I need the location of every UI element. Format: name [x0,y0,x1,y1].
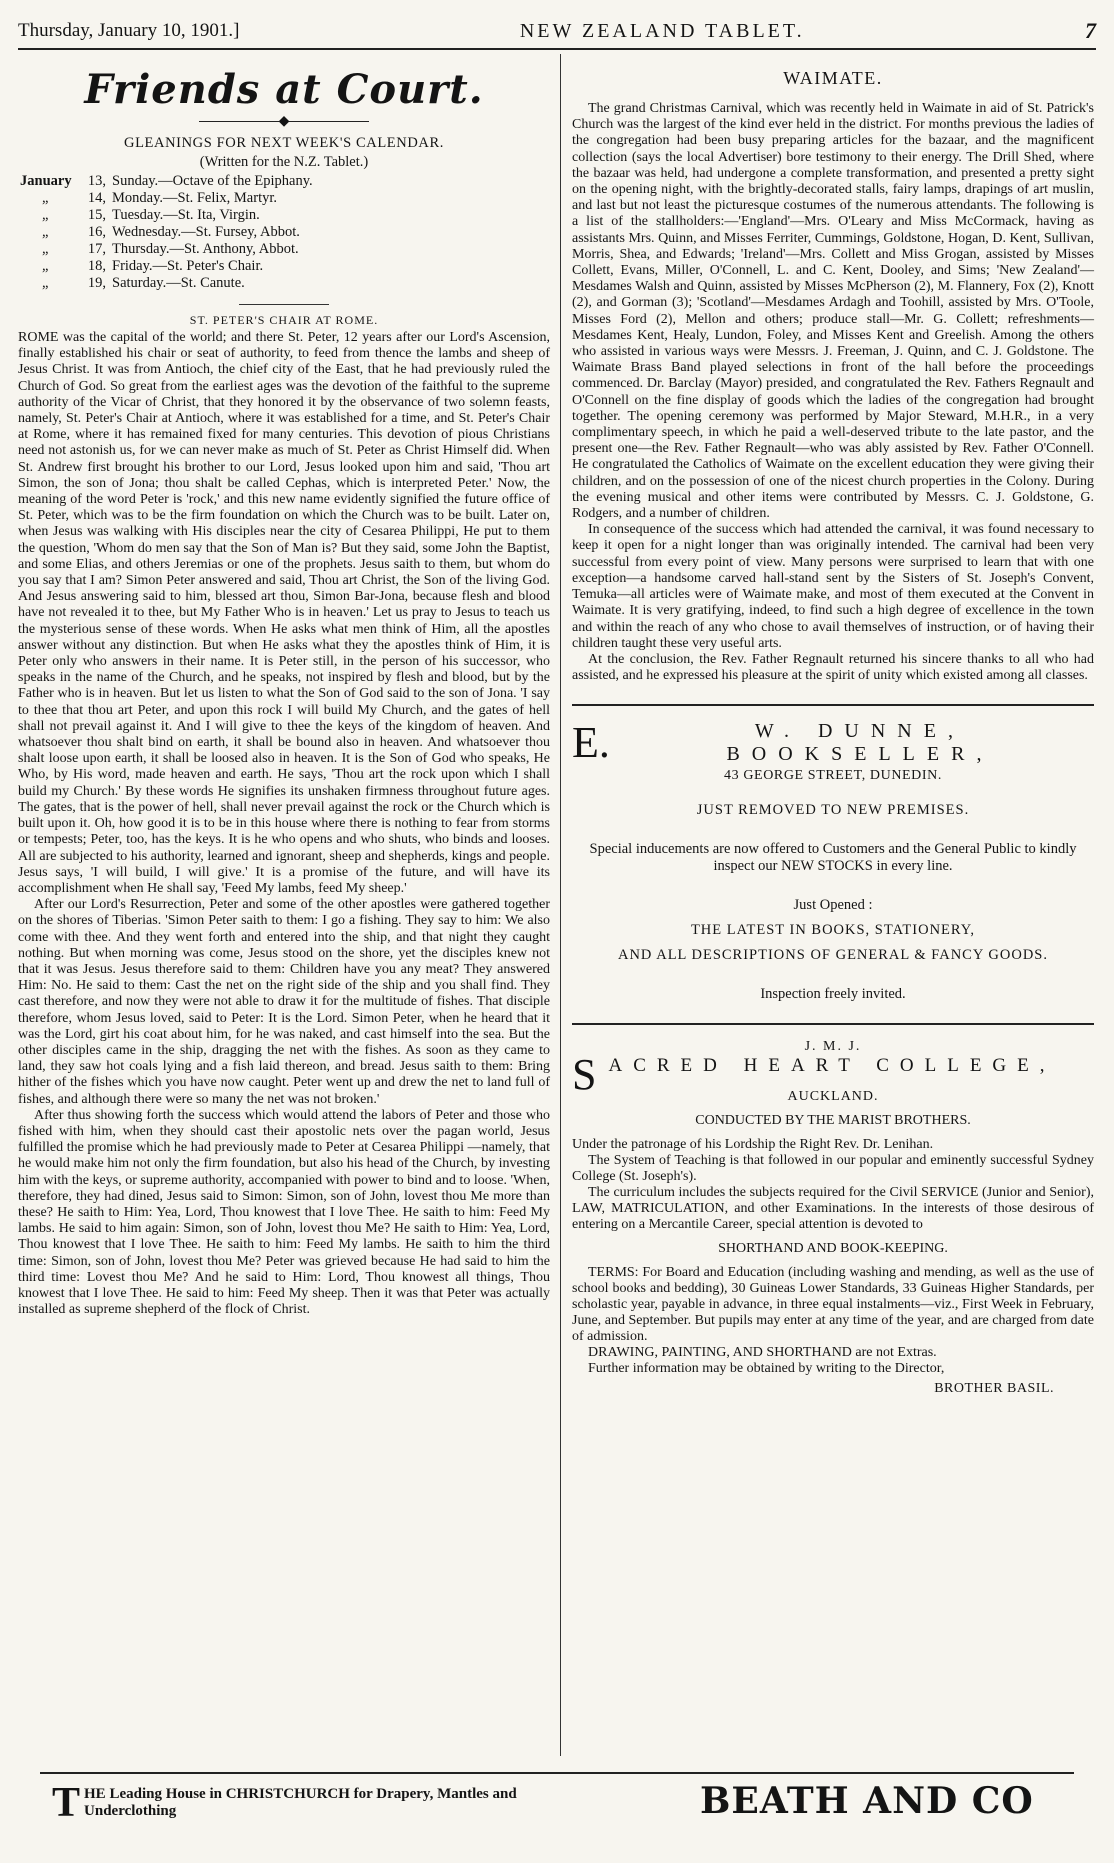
title-ornament [18,115,550,129]
dunne-removed: JUST REMOVED TO NEW PREMISES. [696,802,970,819]
article-paragraph: After thus showing forth the success which would attend the labors of Peter and those who fished with him, when they should cast their apostolic nets over the pagan world, Jesus fulfilled the promise which he had previously made to Peter at Cesarea Philippi —namely, that he would make him not only the firm foundation, but also his head of the Church, by investing him with the keys, or supreme authority, accompanied with power to bind and to loose. 'When, therefore, they had dined, Jesus said to Simon: Simon, son of John, lovest thou Me more than these? He saith to Him: Yea, Lord, Thou knowest that I love Thee. He saith to him: Feed My lambs. He said to him again: Simon, son of John, lovest thou Me? He saith to Him: Yea, Lord, Thou knowest that I love Thee. He saith to him: Feed My lambs. He saith to him the third time: Simon, son of John, lovest thou Me? Peter was grieved because He had said to him the third time: Lovest thou Me? And he said to Him: Lord, Thou knowest all things, Thou knowest that I love Thee. He said to him: Feed My sheep. Then it was that Peter was actually installed as supreme shepherd of the flock of Christ. [18,1107,550,1318]
college-curriculum: The curriculum includes the subjects required for the Civil SERVICE (Junior and Senior), LAW, MATRICULATION, and other Examinations. In the interests of those desirous of entering on a Mercantile Career, special attention is devoted to [572,1185,1094,1233]
gleanings-heading: GLEANINGS FOR NEXT WEEK'S CALENDAR. [124,135,444,151]
college-extras: DRAWING, PAINTING, AND SHORTHAND are not Extras. [588,1345,937,1361]
dunne-descriptions: AND ALL DESCRIPTIONS OF GENERAL & FANCY GOODS. [617,947,1048,964]
college-name: ACRED HEART COLLEGE, [608,1055,1056,1077]
section-rule [239,304,329,305]
page-number: 7 [1084,18,1096,43]
dunne-inspection: Inspection freely invited. [760,986,906,1003]
written-for-note: (Written for the N.Z. Tablet.) [199,154,369,170]
calendar-row: „ 17, Thursday.—St. Anthony, Abbot. [42,241,299,257]
footer-advert-right: BEATH AND CO [700,1780,1034,1822]
calendar-row: „ 14, Monday.—St. Felix, Martyr. [42,190,278,206]
section-rule [572,1023,1094,1025]
college-terms: TERMS: For Board and Education (including washing and mending, as well as the use of school books and bedding), 30 Guineas Lower Standards, 33 Guineas Higher Standards, per scholastic year, payable in advance, in three equal instalments—viz., First Week in February, June, and September. But pupils may enter at any time of the year, and are charged from date of admission. [572,1265,1094,1345]
calendar-row: „ 19, Saturday.—St. Canute. [42,275,245,291]
footer-rule [40,1772,1074,1774]
friends-at-court-title: Friends at Court. [84,66,484,113]
waimate-body [572,101,1094,684]
college-body [572,1113,1094,1377]
diamond-icon: ◆ [278,114,290,129]
calendar-row: „ 18, Friday.—St. Peter's Chair. [42,258,264,274]
article-body [18,330,550,1318]
article-paragraph: The grand Christmas Carnival, which was recently held in Waimate in aid of St. Patrick's Church was the largest of the kind ever held in the district. For months previous the ladies of the congregation had been busy preparing articles for the bazaar, and the magnificent collection (says the local Advertiser) bore testimony to their energy. The Drill Shed, where the bazaar was held, had undergone a complete transformation, and presented a pretty sight on the opening night, with the brightly-decorated stalls, fairy lamps, drapings of art muslin, and last but not least the picturesque costumes of the numerous attendants. The following is a list of the stallholders:—'England'—Mrs. O'Leary and Miss McCormack, having as assistants Mrs. Quinn, and Misses Ferriter, Cummings, Goldstone, Hogan, D. Kent, Sullivan, Morris, Shea, and Edwards; 'Ireland'—Mrs. Collett and Miss Grogan, assisted by Misses Collett, Evans, Miller, O'Connell, L. and C. Kent, Dooley, and Sims; 'New Zealand'—Mesdames Walsh and Quinn, assisted by Misses McPherson (2), M. Flannery, Fox (2), Knott (2), and Gorman (3); 'Scotland'—Mesdames Ardagh and Toohill, assisted by Mrs. O'Toole, Misses Ford (2), Mellon and others; produce stall—Mr. G. Collett; refreshments—Mesdames Kent, Healy, Lundon, Foley, and Misses Kent and Greelish. Among the others who assisted in various ways were Messrs. J. Freeman, J. Quinn, and C. J. Goldstone. The Waimate Brass Band played selections in front of the hall before the proceedings commenced. Dr. Barclay (Mayor) presided, and congratulated the Rev. Fathers Regnault and O'Connell on the fine display of goods which the ladies of the congregation had brought together. The opening ceremony was performed by Major Steward, M.H.R., in a very complimentary speech, in which he paid a well-deserved tribute to the late pastor, and the present one—the Rev. Father Regnault—who was ably assisted by Rev. Father O'Connell. He congratulated the Catholics of Waimate on the excellent education they were giving their children, and on the possession of one of the nicest church properties in the Colony. During the evening musical and other items were contributed by Messrs. C. J. Goldstone, G. Rodgers, and a number of children. [572,101,1094,522]
publication-name: NEW ZEALAND TABLET. [519,19,805,42]
college-shorthand: SHORTHAND AND BOOK-KEEPING. [718,1241,948,1257]
college-signature: BROTHER BASIL. [934,1381,1054,1397]
college-location: AUCKLAND. [787,1089,879,1105]
left-column [18,58,550,1318]
article-paragraph: At the conclusion, the Rev. Father Regnault returned his sincere thanks to all who had assisted, and he expressed his pleasure at the spirit of unity which existed among all classes. [572,651,1094,684]
calendar-list [20,173,550,292]
dunne-name: W. DUNNE, BOOKSELLER, [726,720,994,766]
dunne-title [572,720,1094,766]
college-jmj: J. M. J. [804,1039,862,1055]
college-conducted: CONDUCTED BY THE MARIST BROTHERS. [695,1113,971,1129]
drop-initial: T [52,1780,81,1826]
college-patronage: Under the patronage of his Lordship the Right Rev. Dr. Lenihan. [572,1137,934,1153]
dunne-advertisement [572,720,1094,1003]
footer-left-text: HE Leading House in CHRISTCHURCH for Drapery, Mantles and Underclothing [84,1786,517,1819]
dunne-just-opened: Just Opened : [793,897,873,914]
dunne-latest: THE LATEST IN BOOKS, STATIONERY, [690,922,976,939]
column-divider [560,54,561,1756]
calendar-row: January 13, Sunday.—Octave of the Epiphany. [20,173,313,189]
dunne-address: 43 GEORGE STREET, DUNEDIN. [724,768,942,784]
dunne-inducements: Special inducements are now offered to Customers and the General Public to kindly inspect our NEW STOCKS in every line. [589,841,1077,875]
right-column [572,58,1094,1397]
section-rule [572,704,1094,706]
article-subheading: ST. PETER'S CHAIR AT ROME. [189,313,379,327]
college-advertisement [572,1039,1094,1397]
article-paragraph: In consequence of the success which had attended the carnival, it was found necessary to keep it open for a night longer than was originally intended. The carnival had been very successful from every point of view. Many persons were surprised to learn that with one exception—a handsome carved hall-stand sent by the Sisters of St. Joseph's Convent, Temuka—all articles were of Waimate make, and most of them executed at the Convent in Waimate. It is very gratifying, indeed, to find such a high degree of excellence in the town and within the reach of any who chose to avail themselves of instruction, or of having their children taught these very useful arts. [572,522,1094,651]
calendar-row: „ 15, Tuesday.—St. Ita, Virgin. [42,207,260,223]
article-paragraph: After our Lord's Resurrection, Peter and some of the other apostles were gathered together on the shores of Tiberias. 'Simon Peter saith to them: I go a fishing. They say to him: We also come with thee. And they went forth and entered into the ship, and that night they caught nothing. But when morning was come, Jesus stood on the shore, yet the disciples knew not that it was Jesus. Jesus therefore said to them: Children have you any meat? They answered Him: No. He said to them: Cast the net on the right side of the ship and you shall find. They cast therefore, and now they were not able to draw it for the multitude of fishes. That disciple therefore, whom Jesus loved, said to Peter: It is the Lord. Simon Peter, when he heard that it was the Lord, girt his coat about him, for he was naked, and cast himself into the sea. But the other disciples came in the ship, dragging the net with the fishes. As soon as they came to land, they saw hot coals lying and a fish laid thereon, and bread. Jesus saith to them: Bring hither of the fishes which you have now caught. Peter went up and drew the net to land full of fishes, and although there were so many the net was not broken.' [18,897,550,1107]
drop-initial: E. [572,718,610,768]
calendar-row: „ 16, Wednesday.—St. Fursey, Abbot. [42,224,300,240]
footer-advert-left [52,1780,612,1826]
issue-date: Thursday, January 10, 1901.] [18,20,240,41]
article-paragraph: ROME was the capital of the world; and there St. Peter, 12 years after our Lord's Ascension, finally established his chair or seat of authority, to feed from thence the lambs and sheep of Jesus Christ. It was from Antioch, the chief city of the East, that he had previously ruled the Church of God. So great from the earliest ages was the devotion of the faithful to the supreme authority of the Vicar of Christ, that they honored it by the observance of two solemn feasts, namely, St. Peter's Chair at Antioch, where it was established for a time, and St. Peter's Chair at Rome, where it has remained fixed for many centuries. This devotion of pious Christians need not astonish us, for we can never make as much of St. Peter as Christ Himself did. When St. Andrew first brought his brother to our Lord, Jesus looked upon him and said, 'Thou art Simon, the son of Jona; thou shalt be called Cephas, which is interpreted Peter.' Now, the meaning of the word Peter is 'rock,' and this new name evidently signified the future office of St. Peter, which was to be the firm foundation on which the Church was to be built. Later on, when Jesus was walking with His disciples near the city of Cesarea Philippi, He put to them the question, 'Whom do men say that the Son of Man is? But they said, some John the Baptist, and some Elias, and others Jeremias or one of the prophets. Jesus saith to them, but whom do you say that I am? Simon Peter answered and said, Thou art Christ, the Son of the living God. And Jesus answering said to him, blessed art thou, Simon Bar-Jona, because flesh and blood have not revealed it to thee, but My Father Who is in heaven.' Let us pray to Jesus to teach us the mysterious sense of these words. When He asks what men think of Him, all the apostles answer without any distinction. But when He asks what they the apostles think of Him, it is Peter only who answers in their name. It is Peter still, in the person of his successor, who speaks in the name of the Church, and he speaks, not inspired by flesh and blood, but by the Father who is in heaven. But let us listen to what the Son of God said to the son of Jona. 'I say to thee that thou art Peter, and upon this rock I will build My Church, and the gates of hell shall not prevail against it. And I will give to thee the keys of the kingdom of heaven. And whatsoever thou shalt bind on earth, it shall be bound also in heaven. And whatsoever thou shalt loose upon earth, it shall be loosed also in heaven. It is the Son of God who speaks, He Who, by His word, made heaven and earth. He says, 'Thou art the rock upon which I shall build my Church.' By these words He signifies its unshaken firmness throughout future ages. The gates, that is the power of hell, shall never prevail against the rock or the Church which is built upon it. Oh, how good it is to be in this house where there is nothing to fear from storms or tempests; Peter, too, has the keys. It is he who opens and who shuts, who binds and looses. All are subjected to his authority, learned and ignorant, sheep and shepherds, kings and people. Jesus says, 'I will build, I will give.' It is a promise of the future, and will have its accomplishment when He shall say, 'Feed My lambs, feed My sheep.' [18,330,550,896]
college-system: The System of Teaching is that followed in our popular and eminently successful Sydney College (St. Joseph's). [572,1153,1094,1185]
drop-initial: S [572,1050,597,1100]
college-further: Further information may be obtained by writing to the Director, [588,1361,945,1377]
page-header [18,14,1096,50]
waimate-title: WAIMATE. [783,68,883,88]
